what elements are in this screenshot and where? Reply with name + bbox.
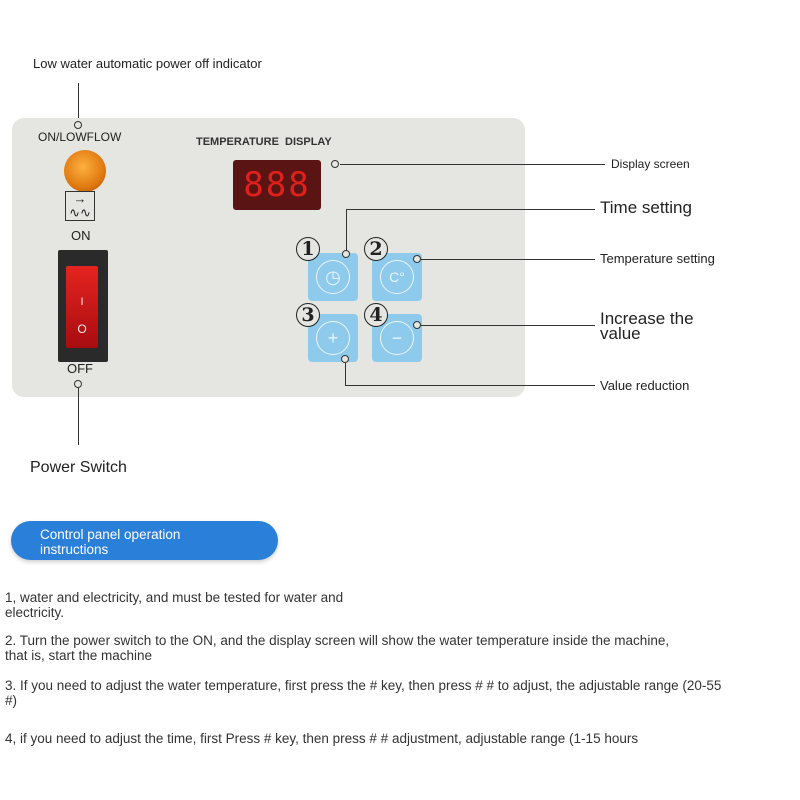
- plus-icon: +: [316, 321, 350, 355]
- key-number-3: 3: [296, 303, 320, 327]
- instruction-step-2: 2. Turn the power switch to the ON, and the display screen will show the water temperature inside the machine, that is, start the machine: [5, 633, 670, 663]
- on-lowflow-label: ON/LOWFLOW: [38, 130, 122, 144]
- leader-line: [346, 209, 595, 210]
- display-title: TEMPERATURE DISPLAY: [196, 136, 332, 148]
- instructions-button[interactable]: [11, 521, 278, 560]
- on-label: ON: [71, 228, 91, 243]
- callout-dot: [331, 160, 339, 168]
- celsius-icon: C°: [380, 260, 414, 294]
- low-water-label: Low water automatic power off indicator: [33, 56, 262, 71]
- time-key[interactable]: [308, 253, 358, 301]
- instruction-step-4: 4, if you need to adjust the time, first Press # key, then press # # adjustment, adjustable range (1-15 hours: [5, 731, 639, 746]
- leader-line: [421, 325, 595, 326]
- low-water-icon: → ∿∿: [65, 191, 95, 221]
- leader-line: [78, 388, 79, 445]
- increase-label: Increase the value: [600, 309, 694, 343]
- minus-icon: −: [380, 321, 414, 355]
- leader-line: [421, 259, 595, 260]
- temperature-display: 888: [233, 160, 321, 210]
- power-switch[interactable]: [58, 250, 108, 362]
- callout-dot: [413, 321, 421, 329]
- callout-dot: [342, 250, 350, 258]
- leader-line: [346, 209, 347, 251]
- callout-dot: [74, 380, 82, 388]
- time-setting-label: Time setting: [600, 198, 692, 217]
- callout-dot: [74, 121, 82, 129]
- temperature-setting-label: Temperature setting: [600, 251, 715, 266]
- leader-line: [340, 164, 605, 165]
- key-number-1: 1: [296, 237, 320, 261]
- callout-dot: [341, 355, 349, 363]
- key-number-2: 2: [364, 237, 388, 261]
- key-number-4: 4: [364, 303, 388, 327]
- leader-line: [78, 83, 79, 120]
- power-switch-label: Power Switch: [30, 459, 127, 476]
- callout-dot: [413, 255, 421, 263]
- leader-line: [345, 363, 346, 385]
- off-label: OFF: [67, 361, 93, 376]
- switch-on-mark: I: [80, 296, 84, 308]
- leader-line: [345, 385, 595, 386]
- switch-off-mark: O: [77, 322, 87, 336]
- clock-icon: ◷: [316, 260, 350, 294]
- instruction-step-3: 3. If you need to adjust the water temperature, first press the # key, then press # # to adjust, the adjustable range (20-55 #): [5, 678, 722, 708]
- value-reduction-label: Value reduction: [600, 378, 690, 393]
- display-screen-label: Display screen: [611, 157, 690, 171]
- instruction-step-1: 1, water and electricity, and must be tested for water and electricity.: [5, 590, 344, 620]
- instructions-title: Control panel operation instructions: [40, 527, 181, 557]
- indicator-light: [64, 150, 106, 192]
